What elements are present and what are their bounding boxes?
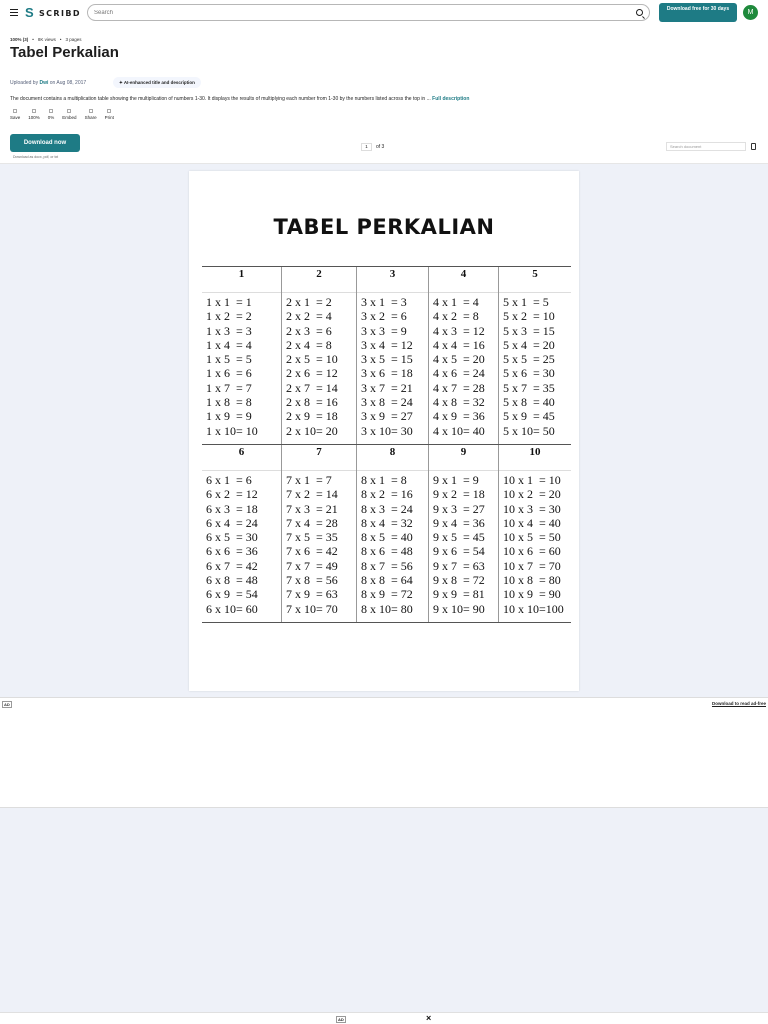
sparkle-icon: ✦	[119, 80, 123, 85]
table-row: 7 x 3 = 21	[286, 501, 338, 516]
bottom-ad-bar	[0, 1012, 768, 1024]
table-row: 5 x 2 = 10	[503, 309, 555, 324]
table-row: 7 x 4 = 28	[286, 515, 338, 530]
separator-dot: •	[32, 37, 34, 42]
table-column	[356, 267, 428, 444]
table-row: 1 x 8 = 8	[206, 395, 252, 410]
column-header: 10	[499, 445, 571, 471]
scribd-logo[interactable]	[25, 6, 81, 20]
column-body	[202, 293, 281, 444]
table-row: 3 x 9 = 27	[361, 409, 413, 424]
uploader-link[interactable]: Dwi	[39, 80, 49, 86]
table-row: 6 x 7 = 42	[206, 558, 258, 573]
table-row: 3 x 1 = 3	[361, 295, 407, 309]
table-row: 9 x 7 = 63	[433, 558, 485, 573]
column-header: 9	[429, 445, 498, 471]
table-row: 5 x 8 = 40	[503, 395, 555, 410]
full-description-link[interactable]: Full description	[432, 96, 470, 102]
table-row: 7 x 10= 70	[286, 601, 338, 616]
table-row: 3 x 8 = 24	[361, 395, 413, 410]
table-row: 4 x 3 = 12	[433, 323, 485, 338]
download-free-button[interactable]: Download free for 30 days	[659, 3, 737, 22]
table-column	[498, 267, 571, 444]
table-column	[356, 445, 428, 622]
document-page	[189, 171, 579, 691]
column-header: 7	[282, 445, 356, 471]
table-row: 5 x 3 = 15	[503, 323, 555, 338]
table-row: 7 x 9 = 63	[286, 587, 338, 602]
column-body	[357, 471, 428, 622]
table-row: 10 x 4 = 40	[503, 515, 561, 530]
table-row: 8 x 6 = 48	[361, 544, 413, 559]
share-label: Share	[84, 115, 97, 120]
column-body	[282, 293, 356, 444]
table-row: 5 x 10= 50	[503, 423, 555, 438]
table-row: 8 x 9 = 72	[361, 587, 413, 602]
action-bar	[10, 109, 114, 120]
table-row: 5 x 4 = 20	[503, 337, 555, 352]
table-row: 7 x 6 = 42	[286, 544, 338, 559]
table-row: 4 x 1 = 4	[433, 295, 479, 309]
table-row: 6 x 4 = 24	[206, 515, 258, 530]
page-total: of 3	[376, 144, 385, 150]
code-icon	[67, 109, 71, 113]
table-row: 9 x 6 = 54	[433, 544, 485, 559]
table-row: 9 x 1 = 9	[433, 472, 479, 487]
table-row: 1 x 4 = 4	[206, 337, 252, 352]
bookmark-icon	[13, 109, 17, 113]
table-row: 10 x 9 = 90	[503, 587, 561, 602]
table-row: 6 x 2 = 12	[206, 487, 258, 502]
table-row: 1 x 2 = 2	[206, 309, 252, 324]
table-row: 8 x 8 = 64	[361, 573, 413, 588]
document-viewer[interactable]	[0, 164, 768, 697]
printer-icon	[107, 109, 111, 113]
table-row: 4 x 10= 40	[433, 423, 485, 438]
bottom-ad-label: AD	[338, 1017, 344, 1022]
page-title: Tabel Perkalian	[10, 44, 119, 61]
table-row: 6 x 3 = 18	[206, 501, 258, 516]
column-body	[357, 293, 428, 444]
table-row: 4 x 8 = 32	[433, 395, 485, 410]
table-row: 8 x 3 = 24	[361, 501, 413, 516]
table-row: 9 x 9 = 81	[433, 587, 485, 602]
table-row: 2 x 6 = 12	[286, 366, 338, 381]
table-row: 3 x 10= 30	[361, 423, 413, 438]
table-row: 6 x 5 = 30	[206, 530, 258, 545]
table-row: 7 x 1 = 7	[286, 472, 332, 487]
viewer-continuation	[0, 807, 768, 1012]
column-body	[202, 471, 281, 622]
table-row: 8 x 4 = 32	[361, 515, 413, 530]
table-row: 7 x 2 = 14	[286, 487, 338, 502]
uploaded-date: on Aug 08, 2017	[49, 80, 87, 86]
table-row: 7 x 5 = 35	[286, 530, 338, 545]
table-column	[498, 445, 571, 622]
search-icon[interactable]	[636, 9, 643, 16]
logo-text: SCRIBD	[39, 8, 81, 18]
table-row: 6 x 10= 60	[206, 601, 258, 616]
table-row: 1 x 9 = 9	[206, 409, 252, 424]
page-navigator	[361, 143, 384, 151]
table-row: 2 x 4 = 8	[286, 337, 332, 352]
table-row: 3 x 2 = 6	[361, 309, 407, 324]
table-row: 5 x 6 = 30	[503, 366, 555, 381]
table-column	[202, 445, 281, 622]
table-row: 3 x 3 = 9	[361, 323, 407, 338]
column-header: 2	[282, 267, 356, 293]
ai-badge-label: AI-enhanced title and description	[123, 80, 195, 85]
table-row: 2 x 10= 20	[286, 423, 338, 438]
column-header: 3	[357, 267, 428, 293]
rating: 100% (3)	[10, 37, 29, 42]
column-body	[282, 471, 356, 622]
table-row: 6 x 6 = 36	[206, 544, 258, 559]
print-button[interactable]	[105, 109, 114, 120]
column-header: 4	[429, 267, 498, 293]
table-row: 5 x 1 = 5	[503, 295, 549, 309]
table-row: 6 x 8 = 48	[206, 573, 258, 588]
top-bar	[0, 0, 768, 26]
table-row: 4 x 6 = 24	[433, 366, 485, 381]
downvote-button[interactable]	[48, 109, 55, 120]
table-row: 8 x 7 = 56	[361, 558, 413, 573]
table-row: 10 x 1 = 10	[503, 472, 561, 487]
separator-dot: •	[59, 37, 62, 42]
thumbs-down-icon	[49, 109, 53, 113]
table-column	[202, 267, 281, 444]
column-body	[499, 471, 571, 622]
ad-banner	[0, 697, 768, 807]
table-row: 10 x 3 = 30	[503, 501, 561, 516]
page-number-input[interactable]: 1	[361, 143, 372, 151]
table-row: 2 x 2 = 4	[286, 309, 332, 324]
table-row: 1 x 10= 10	[206, 423, 258, 438]
column-header: 1	[202, 267, 281, 293]
table-row: 1 x 6 = 6	[206, 366, 252, 381]
column-body	[429, 293, 498, 444]
table-block	[202, 267, 571, 444]
table-row: 8 x 1 = 8	[361, 472, 407, 487]
table-row: 3 x 7 = 21	[361, 380, 413, 395]
table-row: 2 x 1 = 2	[286, 295, 332, 309]
scribd-logo-icon: S	[25, 5, 34, 20]
table-row: 9 x 2 = 18	[433, 487, 485, 502]
save-button[interactable]	[10, 109, 20, 120]
table-row: 9 x 8 = 72	[433, 573, 485, 588]
table-row: 1 x 5 = 5	[206, 352, 252, 367]
table-row: 9 x 4 = 36	[433, 515, 485, 530]
downvote-label: 0%	[47, 115, 55, 120]
table-row: 6 x 9 = 54	[206, 587, 258, 602]
table-row: 3 x 6 = 18	[361, 366, 413, 381]
download-formats-note: Download as docx, pdf, or txt	[13, 155, 59, 159]
print-label: Print	[104, 115, 114, 120]
table-row: 10 x 6 = 60	[503, 544, 561, 559]
table-row: 2 x 5 = 10	[286, 352, 338, 367]
table-row: 4 x 9 = 36	[433, 409, 485, 424]
search-document-input[interactable]: Search document	[666, 142, 746, 151]
thumbs-up-icon	[32, 109, 36, 113]
column-header: 8	[357, 445, 428, 471]
description-text: The document contains a multiplication table showing the multiplication of numbers 1-30. It displays the results of multiplying each number from 1-30 by the numbers listed across the top in ...	[10, 96, 431, 102]
table-column	[281, 445, 356, 622]
download-ad-free-link[interactable]: Download to read ad-free	[711, 701, 766, 706]
table-row: 1 x 1 = 1	[206, 295, 252, 309]
table-row: 4 x 2 = 8	[433, 309, 479, 324]
table-row: 3 x 4 = 12	[361, 337, 413, 352]
table-row: 7 x 8 = 56	[286, 573, 338, 588]
table-row: 9 x 10= 90	[433, 601, 485, 616]
table-row: 2 x 3 = 6	[286, 323, 332, 338]
table-row: 5 x 7 = 35	[503, 380, 555, 395]
table-row: 5 x 9 = 45	[503, 409, 555, 424]
column-header: 5	[499, 267, 571, 293]
column-body	[429, 471, 498, 622]
uploaded-by	[10, 80, 86, 86]
table-column	[428, 445, 498, 622]
table-row: 8 x 2 = 16	[361, 487, 413, 502]
table-row: 4 x 4 = 16	[433, 337, 485, 352]
document-heading: TABEL PERKALIAN	[273, 215, 495, 239]
embed-label: Embed	[62, 115, 77, 120]
uploaded-prefix: Uploaded by	[10, 80, 39, 86]
table-row: 8 x 10= 80	[361, 601, 413, 616]
table-row: 1 x 7 = 7	[206, 380, 252, 395]
menu-icon[interactable]	[10, 9, 18, 16]
column-header: 6	[202, 445, 281, 471]
search-bar	[87, 4, 650, 21]
table-row: 2 x 9 = 18	[286, 409, 338, 424]
table-row: 8 x 5 = 40	[361, 530, 413, 545]
ad-label: AD	[4, 702, 10, 707]
table-row: 10 x 2 = 20	[503, 487, 561, 502]
table-row: 2 x 8 = 16	[286, 395, 338, 410]
download-now-button[interactable]: Download now	[10, 134, 80, 152]
save-label: Save	[10, 115, 21, 120]
search-input[interactable]	[94, 10, 594, 16]
share-icon	[89, 109, 93, 113]
share-button[interactable]	[85, 109, 97, 120]
close-icon[interactable]: ×	[426, 1013, 432, 1023]
table-row: 10 x 10=100	[503, 601, 564, 616]
table-column	[428, 267, 498, 444]
embed-button[interactable]	[62, 109, 76, 120]
description	[10, 96, 710, 102]
table-row: 3 x 5 = 15	[361, 352, 413, 367]
multiplication-table	[202, 266, 571, 623]
upvote-button[interactable]	[28, 109, 40, 120]
document-meta	[10, 37, 81, 42]
table-row: 6 x 1 = 6	[206, 472, 252, 487]
table-column	[281, 267, 356, 444]
upvote-label: 100%	[28, 115, 40, 120]
table-row: 10 x 8 = 80	[503, 573, 561, 588]
avatar[interactable]: M	[743, 5, 758, 20]
table-row: 9 x 5 = 45	[433, 530, 485, 545]
table-row: 10 x 7 = 70	[503, 558, 561, 573]
column-body	[499, 293, 571, 444]
table-row: 2 x 7 = 14	[286, 380, 338, 395]
table-row: 1 x 3 = 3	[206, 323, 252, 338]
ai-enhanced-badge	[113, 77, 201, 88]
table-row: 9 x 3 = 27	[433, 501, 485, 516]
table-row: 4 x 7 = 28	[433, 380, 485, 395]
table-row: 7 x 7 = 49	[286, 558, 338, 573]
fullscreen-icon[interactable]	[751, 143, 756, 150]
table-row: 10 x 5 = 50	[503, 530, 561, 545]
table-row: 5 x 5 = 25	[503, 352, 555, 367]
table-row: 4 x 5 = 20	[433, 352, 485, 367]
table-block	[202, 444, 571, 622]
views-count: 8K views	[37, 37, 56, 42]
pages-count: 3 pages	[65, 37, 82, 42]
